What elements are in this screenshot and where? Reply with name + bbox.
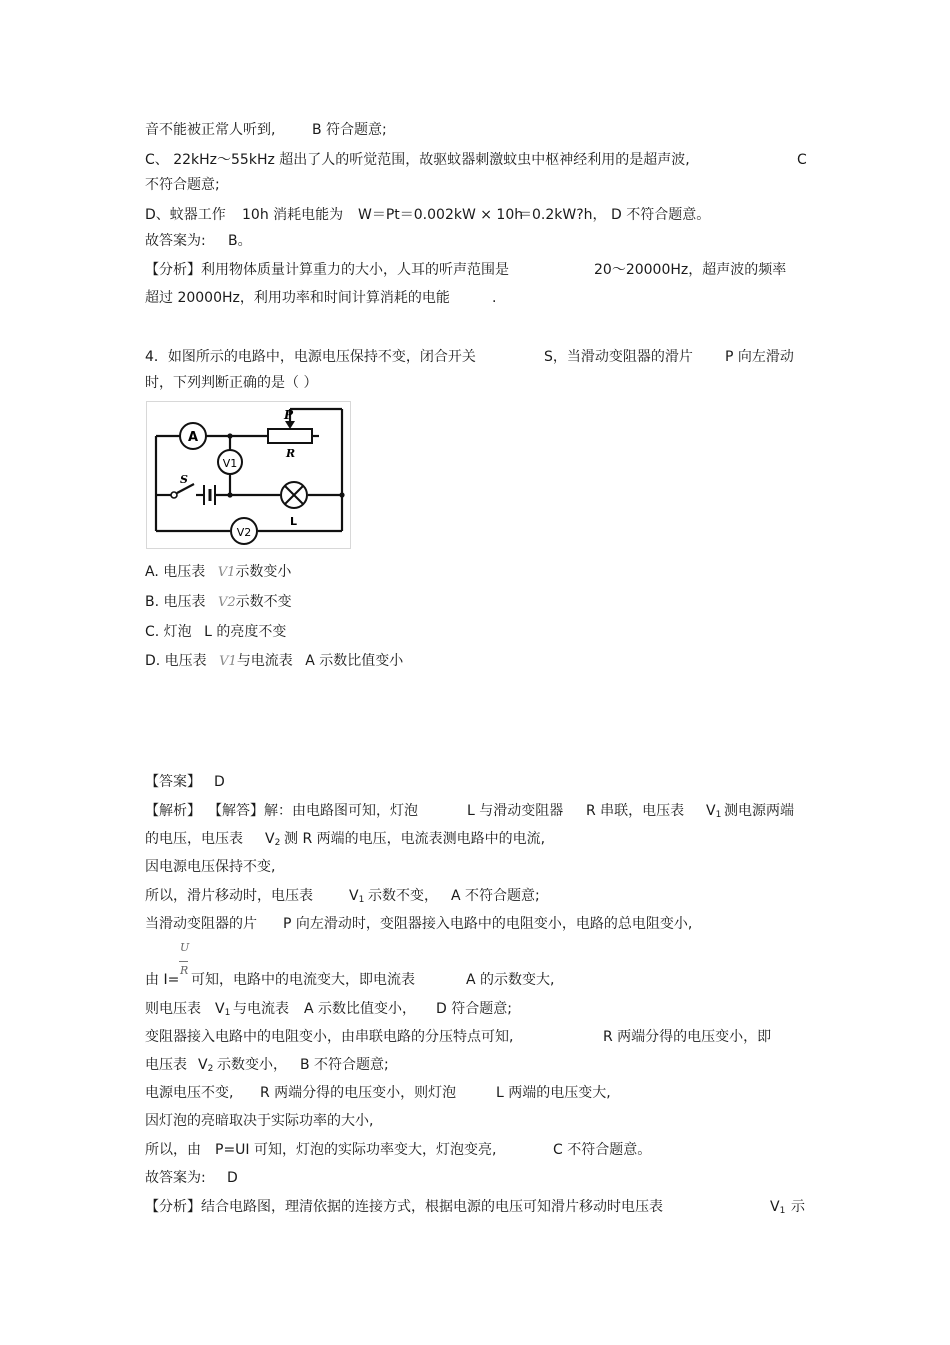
text-line: 当滑动变阻器的片 <box>145 916 257 932</box>
text-line: C 不符合题意。 <box>553 1142 652 1158</box>
text-line: B 不符合题意; <box>300 1057 389 1073</box>
text-line: A 不符合题意; <box>451 888 540 904</box>
text-line: A 示数比值变小， <box>304 1001 417 1017</box>
text-line: L 与滑动变阻器 <box>467 803 564 819</box>
option-text: L 的亮度不变 <box>204 624 287 640</box>
text-line: D、蚊器工作 <box>145 207 226 223</box>
option-a <box>145 563 291 582</box>
text-line: C、 22kHz～55kHz 超出了人的听觉范围，故驱蚊器刺激蚊虫中枢神经利用的是超声波, <box>145 152 690 168</box>
text-line: P=UI 可知，灯泡的实际功率变大，灯泡变亮, <box>215 1142 497 1158</box>
text-line: L 两端的电压变大, <box>496 1085 611 1101</box>
question-text: 时，下列判断正确的是（ ） <box>145 375 318 391</box>
text-line: C <box>797 152 807 168</box>
text-line: $V_1$ <box>349 888 365 905</box>
v2-label: V2 <box>236 526 252 539</box>
text-line: 因灯泡的亮暗取决于实际功率的大小, <box>145 1113 374 1129</box>
slider-label: P <box>284 408 294 422</box>
text-line: R 串联，电压表 <box>586 803 685 819</box>
option-text: 示数变小 <box>235 564 292 580</box>
text-line: 音不能被正常人听到, <box>145 122 276 138</box>
text-line: 不符合题意; <box>145 177 220 193</box>
option-text: D. 电压表 <box>145 653 207 669</box>
fraction-numerator: U <box>180 941 190 954</box>
question-text: 4．如图所示的电路中，电源电压保持不变，闭合开关 <box>145 349 476 365</box>
text-line: 20～20000Hz，超声波的频率 <box>594 262 787 278</box>
rheostat-label: R <box>286 447 296 460</box>
text-line: 示数不变， <box>368 888 438 904</box>
option-text: C. 灯泡 <box>145 624 192 640</box>
text-line: 所以，由 <box>145 1142 201 1158</box>
lamp-label: L <box>290 515 298 528</box>
answer-value: D <box>214 774 225 790</box>
option-text: A 示数比值变小 <box>305 653 404 669</box>
text-line: R 两端分得的电压变小，则灯泡 <box>260 1085 457 1101</box>
text-line: 可知，电路中的电流变大，即电流表 <box>191 972 415 988</box>
text-line: 故答案为: <box>145 1170 206 1186</box>
text-line: 测 R 两端的电压，电流表测电路中的电流, <box>284 831 546 847</box>
option-text: A. 电压表 <box>145 564 206 580</box>
circuit-diagram <box>146 401 351 549</box>
text-line: P 向左滑动时，变阻器接入电路中的电阻变小，电路的总电阻变小, <box>283 916 693 932</box>
text-line: A 的示数变大, <box>466 972 555 988</box>
text-line: 电压表 <box>145 1057 187 1073</box>
option-c <box>145 623 286 641</box>
text-line: 电源电压不变, <box>145 1085 234 1101</box>
text-line: 的电压，电压表 <box>145 831 243 847</box>
ammeter-label: A <box>187 430 199 445</box>
fraction-denominator: R <box>180 964 189 977</box>
text-line: B。 <box>228 233 252 249</box>
text-line: 变阻器接入电路中的电阻变小，由串联电路的分压特点可知, <box>145 1029 514 1045</box>
text-line: $V_1$ <box>215 1001 231 1018</box>
text-line: 超过 20000Hz，利用功率和时间计算消耗的电能 <box>145 290 450 306</box>
option-text: 与电流表 <box>236 653 293 669</box>
text-line: 测电源两端 <box>724 803 794 819</box>
text-line: 则电压表 <box>145 1001 201 1017</box>
text-line: D 符合题意; <box>436 1001 512 1017</box>
option-d <box>145 652 403 671</box>
switch-label: S <box>180 473 188 486</box>
question-text: S，当滑动变阻器的滑片 <box>544 349 693 365</box>
text-line: 【解答】解：由电路图可知，灯泡 <box>208 803 418 819</box>
text-line: D <box>227 1170 238 1186</box>
text-line: 与电流表 <box>233 1001 289 1017</box>
text-line: $V_2$ <box>265 831 281 848</box>
v1-label: V1 <box>222 457 238 470</box>
voltmeter-v1-icon: V1 <box>219 654 237 669</box>
text-line: $V_2$ <box>198 1057 214 1074</box>
text-line: 【解析】 <box>145 803 201 819</box>
text-line: 由 I= <box>145 972 180 988</box>
option-text: 示数不变 <box>235 594 292 610</box>
voltmeter-v2-icon: V2 <box>217 595 236 610</box>
fraction-bar <box>179 961 188 962</box>
voltmeter-v1-icon: V1 <box>217 565 236 580</box>
text-line: B 符合题意; <box>312 122 387 138</box>
text-line: $V_1$ <box>706 803 722 820</box>
question-text: P 向左滑动 <box>725 349 794 365</box>
text-line: 因电源电压保持不变, <box>145 859 276 875</box>
option-text: B. 电压表 <box>145 594 206 610</box>
text-line: 10h 消耗电能为 <box>242 207 344 223</box>
text-line: $V_1$ <box>770 1199 786 1216</box>
text-line: R 两端分得的电压变小，即 <box>603 1029 772 1045</box>
text-line: 故答案为: <box>145 233 206 249</box>
text-line: 所以，滑片移动时，电压表 <box>145 888 313 904</box>
text-line: W＝Pt＝0.002kW × 10h <box>358 207 524 223</box>
text-line: . <box>492 290 497 306</box>
option-b <box>145 593 292 612</box>
answer-label: 【答案】 <box>145 774 201 790</box>
text-line: D 不符合题意。 <box>611 207 711 223</box>
text-line: 示 <box>791 1199 805 1215</box>
text-line: 示数变小， <box>217 1057 287 1073</box>
text-line: ＝0.2kW?h， <box>518 207 607 223</box>
text-line: 【分析】结合电路图，理清依据的连接方式，根据电源的电压可知滑片移动时电压表 <box>145 1199 663 1215</box>
text-line: 【分析】利用物体质量计算重力的大小，人耳的听声范围是 <box>145 262 509 278</box>
